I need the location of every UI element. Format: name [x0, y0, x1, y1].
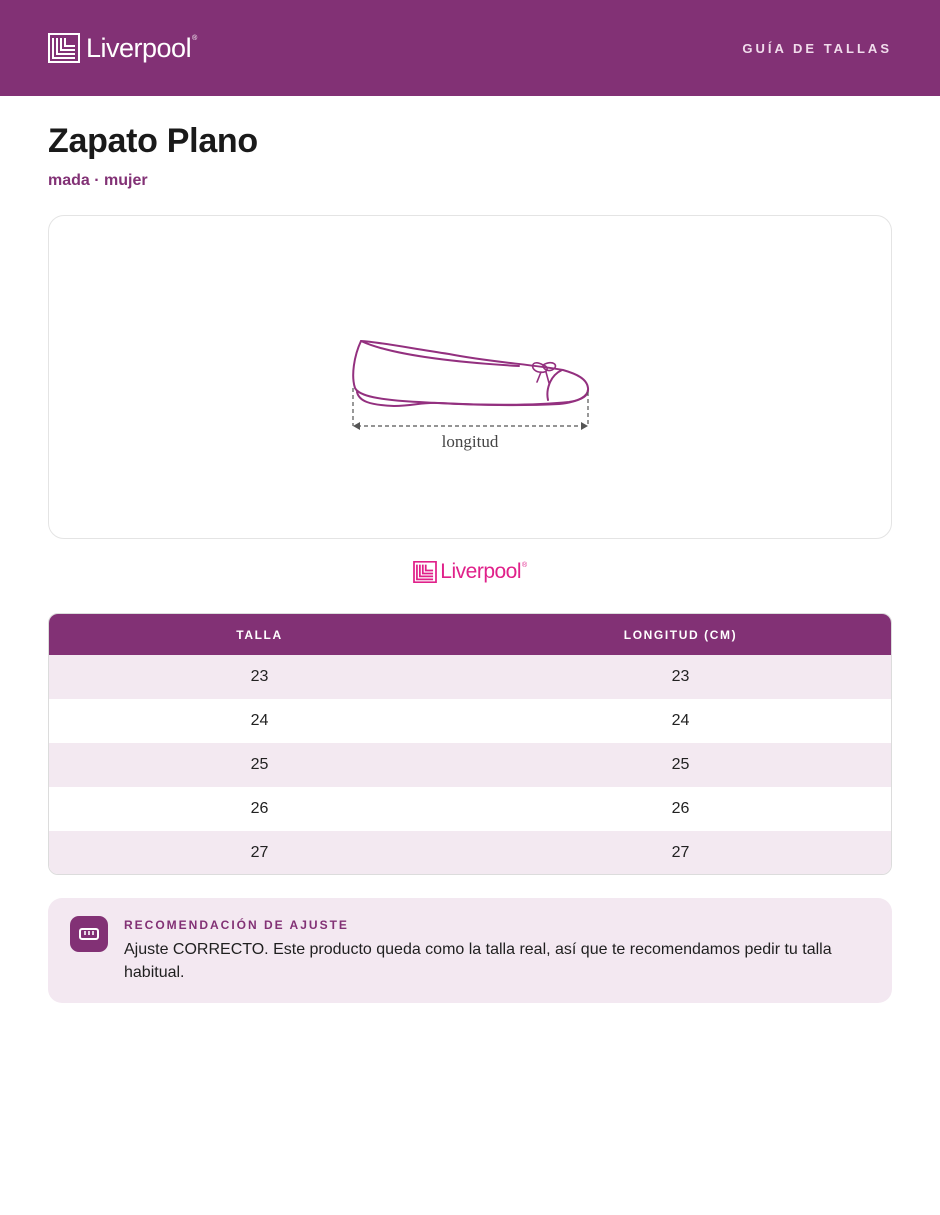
brand-name: Liverpool®: [86, 32, 197, 63]
flat-shoe-icon: [49, 216, 893, 540]
size-table: [48, 613, 892, 875]
table-row: [49, 655, 891, 699]
liverpool-logo-icon: [413, 561, 437, 583]
size-cell: 25: [250, 756, 269, 773]
size-table-body: [49, 655, 891, 875]
length-cell: 27: [671, 844, 690, 861]
size-table-header: [49, 614, 891, 655]
size-cell: 24: [250, 712, 269, 729]
recommendation-text: Ajuste CORRECTO. Este producto queda como la talla real, así que te recomendamos pedir tu talla habitual.: [124, 941, 832, 981]
liverpool-logo-icon: [48, 33, 80, 63]
recommendation-label: RECOMENDACIÓN DE AJUSTE: [124, 918, 349, 932]
mid-brand-logo: [0, 560, 940, 584]
shoe-illustration-card: [48, 215, 892, 539]
table-row: [49, 699, 891, 743]
table-row: [49, 787, 891, 831]
length-cell: 23: [671, 668, 690, 685]
size-cell: 26: [250, 800, 269, 817]
nav-size-guide[interactable]: GUÍA DE TALLAS: [742, 40, 892, 56]
mid-brand-name: Liverpool®: [440, 560, 527, 583]
measure-label: longitud: [441, 432, 499, 451]
fit-recommendation: [48, 898, 892, 1003]
brand-logo[interactable]: [48, 33, 197, 64]
length-cell: 25: [671, 756, 690, 773]
page-title: Zapato Plano: [48, 122, 258, 160]
size-cell: 27: [250, 844, 269, 861]
product-category: mada · mujer: [48, 172, 148, 189]
column-header-size: TALLA: [236, 627, 283, 642]
top-header: [0, 0, 940, 96]
length-cell: 24: [671, 712, 690, 729]
size-cell: 23: [250, 668, 269, 685]
table-row: [49, 831, 891, 875]
length-cell: 26: [671, 800, 690, 817]
table-row: [49, 743, 891, 787]
column-header-length: LONGITUD (CM): [623, 627, 738, 642]
ruler-icon: [70, 916, 108, 952]
